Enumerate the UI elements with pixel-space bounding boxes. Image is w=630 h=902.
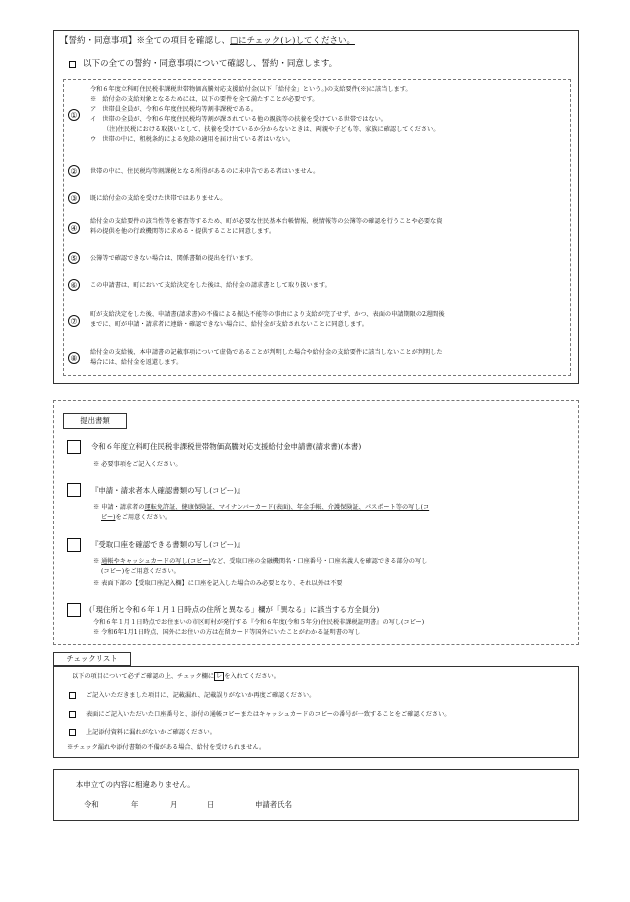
item1-line: 令和６年度立科町住民税非課税世帯物価高騰対応支援給付金(以下「給付金」という。)の支給要件(※)に該当します。	[90, 86, 412, 93]
documents-heading: 提出書類	[63, 413, 127, 429]
doc2-note-lead: ※ 申請・請求者の	[93, 504, 145, 511]
declaration-section	[53, 769, 579, 821]
signer-label: 申請者氏名	[255, 800, 292, 809]
item8-line: 場合には、給付金を返還します。	[90, 359, 183, 366]
pledge-instruction: ※全ての項目を確認し、	[136, 36, 231, 46]
item-number: ⑤	[68, 252, 80, 264]
item1-line: ウ 世帯の中に、租税条約による免除の適用を届け出ている者はいない。	[90, 136, 295, 143]
date-day: 日	[207, 800, 215, 809]
doc3-title: 『受取口座を確認できる書類の写し(コピー)』	[91, 540, 245, 549]
checklist-item: 上記添付資料に漏れがないかご確認ください。	[86, 729, 216, 736]
pledge-instruction-underlined: □にチェック(レ)してください。	[230, 36, 355, 46]
item1-line: イ 世帯の全員が、令和６年度住民税均等割が課されている他の親族等の扶養を受けている世帯ではない。	[90, 116, 387, 123]
item3-text: 既に給付金の支給を受けた世帯ではありません。	[90, 195, 227, 202]
item-number: ⑥	[68, 279, 80, 291]
item2-text: 世帯の中に、住民税均等割課税となる所得があるのに未申告である者はいません。	[90, 168, 320, 175]
checklist-intro	[72, 674, 280, 680]
doc3-note-line1	[93, 559, 427, 565]
date-era: 令和	[84, 800, 99, 809]
doc1-title: 令和６年度立科町住民税非課税世帯物価高騰対応支援給付金申請書(請求書)(本書)	[91, 442, 362, 451]
doc3-note2: ※ 表面下部の【受取口座記入欄】に口座を記入した場合のみ必要となり、それ以外は不要	[93, 580, 343, 587]
checklist-checkbox[interactable]	[69, 711, 76, 718]
doc4-line2: ※ 令和6年1月1日時点、国外にお住いの方は在留カード等国外にいたことがわかる証明書の写し	[93, 629, 361, 636]
doc2-note-ids: 運転免許証、健康保険証、マイナンバーカード(表面)、年金手帳、介護保険証、パスポート等の写し(コ	[144, 504, 430, 511]
item7-line: 町が支給決定をした後、申請書(請求書)の不備による振込不能等の事由により支給が完了せず、かつ、表面の申請期限の2週間後	[90, 311, 445, 318]
doc4-checkbox[interactable]	[67, 603, 81, 617]
pledge-heading: 【誓約・同意事項】	[60, 36, 137, 46]
item6-text: この申請書は、町において支給決定をした後は、給付金の請求書として取り扱います。	[90, 282, 331, 289]
agree-all-checkbox[interactable]	[69, 61, 76, 68]
checklist-intro-lead: 以下の項目について必ずご確認の上、チェック欄に	[72, 673, 215, 680]
doc1-checkbox[interactable]	[67, 440, 81, 454]
doc1-note: ※ 必要事項をご記入ください。	[93, 461, 182, 468]
doc3-checkbox[interactable]	[67, 538, 81, 552]
doc2-checkbox[interactable]	[67, 483, 81, 497]
doc3-note-tail: など、受取口座の金融機関名・口座番号・口座名義人を確認できる部分の写し	[210, 558, 428, 565]
checklist-checkbox[interactable]	[69, 729, 76, 736]
item4-line: 料の提供を他の行政機関等に求める・提供することに同意します。	[90, 228, 276, 235]
item8-line: 給付金の支給後、本申請書の記載事項について虚偽であることが判明した場合や給付金の支給要件に該当しないことが判明した	[90, 349, 443, 356]
doc2-note-tail: をご用意ください。	[115, 514, 172, 521]
doc3-note-bankbook: 通帳やキャッシュカードの写し(コピー)	[101, 558, 211, 565]
doc4-title: (「現住所と令和６年１月１日時点の住所と異なる」欄が「異なる」に該当する方全員分)	[89, 605, 380, 614]
check-mark-sample: レ	[216, 673, 223, 680]
declaration-text: 本申立ての内容に相違ありません。	[76, 780, 195, 789]
doc3-note-mark: ※	[93, 558, 102, 565]
checklist-item: ご記入いただきました項目に、記載漏れ、記載誤りがないか再度ご確認ください。	[86, 692, 316, 699]
checklist-warning: ※チェック漏れや添付書類の不備がある場合、給付を受けられません。	[67, 744, 266, 751]
item1-line: ※ 給付金の支給対象となるためには、以下の要件を全て満たすことが必要です。	[90, 96, 319, 103]
pledge-heading-line	[60, 37, 355, 46]
checklist-checkbox[interactable]	[69, 692, 76, 699]
checklist-item: 表面にご記入いただいた口座番号と、添付の通帳コピーまたはキャッシュカードのコピーの番号が一致することをご確認ください。	[86, 711, 451, 718]
item-number: ③	[68, 192, 80, 204]
date-year: 年	[131, 800, 139, 809]
item-number: ⑧	[68, 352, 80, 364]
date-month: 月	[170, 800, 178, 809]
doc2-note-ids-cont: ピー)	[101, 514, 116, 521]
item1-line: （注)住民税における取扱いとして、扶養を受けているか分からないときは、両親や子ども等、家族に確認してください。	[103, 126, 440, 133]
item-number: ④	[68, 222, 80, 234]
doc4-line1: 令和６年１月１日時点でお住まいの市区町村が発行する『令和６年度(令和５年分)住民税非課税証明書』の写し(コピー)	[93, 619, 425, 626]
item-number: ②	[68, 165, 80, 177]
item-number: ⑦	[68, 315, 80, 327]
item1-line: ア 世帯員全員が、令和６年度住民税均等割非課税である。	[90, 106, 258, 113]
checklist-intro-tail: を入れてください。	[224, 673, 280, 680]
item7-line: までに、町が申請・請求者に連絡・確認できない場合に、給付金が支給されないことに同意します。	[90, 321, 368, 328]
agree-all-label: 以下の全ての誓約・同意事項について確認し、誓約・同意します。	[83, 59, 338, 69]
item4-line: 給付金の支給要件の該当性等を審査等するため、町が必要な住民基本台帳情報、税情報等の公簿等の確認を行うことや必要な資	[90, 218, 443, 225]
item-number: ①	[68, 109, 80, 121]
item5-text: 公簿等で確認できない場合は、関係書類の提出を行います。	[90, 255, 257, 262]
doc2-note-line1	[93, 505, 429, 511]
checklist-heading: チェックリスト	[53, 652, 131, 666]
doc3-note-line2: (コピー)をご用意ください。	[101, 568, 180, 575]
doc2-title: 『申請・請求者本人確認書類の写し(コピー)』	[91, 486, 245, 495]
doc2-note-line2	[101, 515, 171, 521]
